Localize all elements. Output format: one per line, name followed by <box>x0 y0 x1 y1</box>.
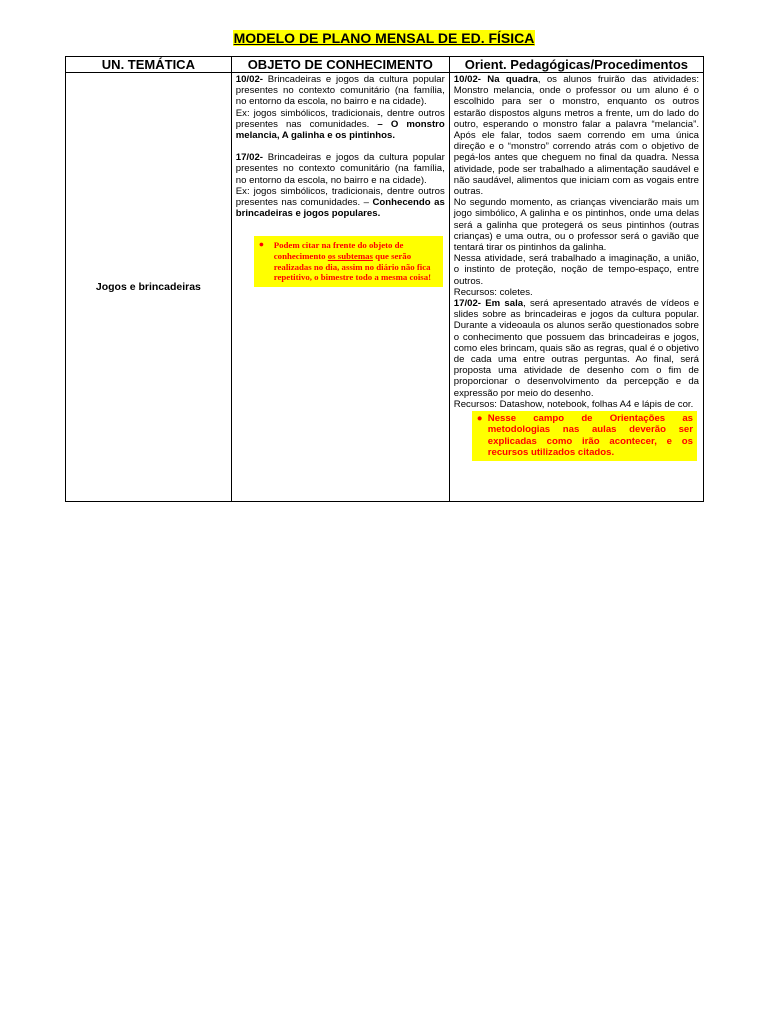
entry-date: 10/02- <box>235 74 263 85</box>
objeto-entry-1: 10/02- Brincadeiras e jogos da cultura popular presentes no contexto comunitário (na família, no entorno da escola, no bairro e na cidade). Ex: jogos simbólicos, tradicionais, dentre outros presentes nas comunidades. – O monstro melancia, A galinha e os pintinhos. <box>235 74 445 142</box>
bullet-icon: ● <box>258 239 265 250</box>
document-title: MODELO DE PLANO MENSAL DE ED. FÍSICA <box>233 30 535 46</box>
subtemas-note: ● Podem citar na frente do objeto de conhecimento os subtemas que serão realizadas no dia, assim no diário não fica repetitivo, o bimestre todo a mesma coisa! <box>254 236 443 286</box>
orient-recursos-2: Recursos: Datashow, notebook, folhas A4 e lápis de cor. <box>453 398 694 410</box>
header-objeto-conhecimento: OBJETO DE CONHECIMENTO <box>231 57 449 73</box>
orient-paragraph-5: 17/02- Em sala, será apresentado através de vídeos e slides sobre as brincadeiras e jogos da cultura popular. Durante a videoaula os alunos serão questionados sobre o conhecimento que possuem das brincadeiras e jogos, como eles brincam, quais são as regras, qual é o objetivo de cada uma entre outras perguntas. Ao final, será proposta uma atividade de desenho com o fim de proporcionar o desenvolvimento da percepção e da expressão por meio do desenho. <box>453 298 699 399</box>
objeto-entry-2: 17/02- Brincadeiras e jogos da cultura popular presentes no contexto comunitário (na família, no entorno da escola, no bairro e na cidade). Ex: jogos simbólicos, tradicionais, dentre outros presentes nas comunidades. – Conhecendo as brincadeiras e jogos populares. <box>235 152 445 220</box>
monthly-plan-table <box>65 56 704 502</box>
orient-paragraph-3: Nessa atividade, será trabalhado a imaginação, a união, o instinto de proteção, noção de tempo-espaço, entre outros. <box>453 253 699 287</box>
orient-recursos-1: Recursos: coletes. <box>453 286 533 298</box>
content-row <box>66 73 704 502</box>
tema-cell: Jogos e brincadeiras <box>66 73 232 502</box>
orientacoes-cell <box>449 73 703 502</box>
header-orientacoes: Orient. Pedagógicas/Procedimentos <box>449 57 703 73</box>
bullet-icon: ● <box>476 413 483 425</box>
entry-date: 17/02- <box>235 152 263 164</box>
orient-paragraph-2: No segundo momento, as crianças vivenciarão mais um jogo simbólico, A galinha e os pintinhos, onde uma delas será a galinha que protegerá os seus pintinhos (outras crianças) e uma outra, ou o professor será o gavião que tentará tirar os pintinhos da galinha. <box>453 197 699 254</box>
orient-paragraph-1: 10/02- Na quadra, os alunos fruirão das atividades: Monstro melancia, onde o professor ou um aluno é o escolhido para ser o monstro, enquanto os outros estarão dispostos alguns metros a frente, um do lado do outro, esperando o monstro falar a palavra “melancia”. Após ele falar, todos saem correndo em uma única direção e o “monstro” correndo atrás com o objetivo de pegá-los antes que cheguem no final da quadra. Nessa atividade, pode ser trabalhado a alimentação saudável e não saudável, alimentos que iniciam com as vogais entre outras. <box>453 74 699 198</box>
orientacoes-note: ● Nesse campo de Orientações as metodologias nas aulas deverão ser explicadas como irão acontecer, e os recursos utilizados citados. <box>472 411 697 461</box>
header-unidade-tematica: UN. TEMÁTICA <box>66 57 232 73</box>
objeto-cell <box>231 73 449 502</box>
header-row <box>66 57 704 73</box>
